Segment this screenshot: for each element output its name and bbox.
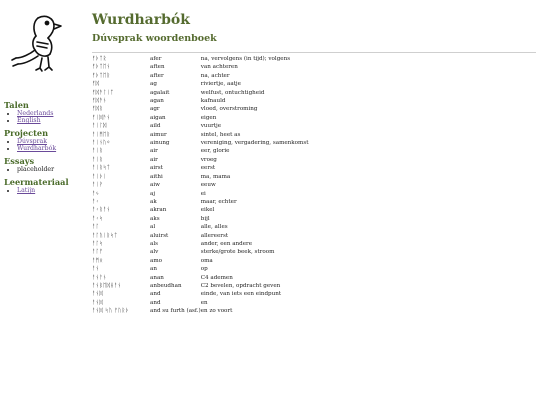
table-row bbox=[92, 190, 501, 198]
word-cell: al bbox=[150, 224, 156, 231]
table-row bbox=[92, 257, 501, 265]
table-row bbox=[92, 215, 501, 223]
sidebar-nav bbox=[4, 96, 88, 194]
word-cell: aigan bbox=[150, 114, 166, 121]
table-row bbox=[92, 307, 501, 315]
word-cell: anan bbox=[150, 274, 164, 281]
link-wurdharbok[interactable]: Wurdharbók bbox=[17, 145, 57, 152]
table-row bbox=[92, 173, 501, 181]
word-cell: after bbox=[150, 72, 164, 79]
table-row bbox=[92, 122, 501, 130]
meaning-cell: vloed, overstroming bbox=[200, 106, 258, 113]
divider bbox=[92, 52, 536, 53]
sidebar-item-latijn bbox=[17, 187, 88, 194]
script-cell: ᚠᛞᚱ bbox=[92, 106, 103, 113]
word-cell: akran bbox=[150, 207, 167, 214]
script-cell: ᚠᚦᛏᚱ bbox=[92, 56, 107, 62]
script-cell: ᚠᛞᚫᚾ bbox=[92, 98, 107, 105]
word-cell: airst bbox=[150, 165, 163, 172]
pigeon-logo bbox=[8, 12, 72, 76]
meaning-cell: welfust, ontuchtigheid bbox=[200, 89, 265, 96]
meaning-cell: ander, een andere bbox=[200, 240, 253, 247]
sidebar-item-english bbox=[17, 117, 88, 124]
script-cell: ᚨᚲᚱᚨᚾ bbox=[92, 207, 111, 214]
script-cell: ᚠᚦᛏᛖᚱ bbox=[92, 72, 111, 79]
meaning-cell: riviertje, aatje bbox=[200, 81, 241, 88]
meaning-cell: kafnauld bbox=[200, 98, 226, 105]
word-cell: anbeudhan bbox=[150, 282, 182, 289]
sidebar-list-essays bbox=[4, 166, 88, 173]
script-cell: ᚨᛁᚱ bbox=[92, 156, 103, 163]
word-cell: aithi bbox=[150, 173, 163, 180]
placeholder-text: placeholder bbox=[17, 166, 55, 173]
table-row bbox=[92, 181, 501, 189]
table-row bbox=[92, 274, 501, 282]
sidebar-heading-projecten: Projecten bbox=[4, 128, 49, 138]
meaning-cell: eigen bbox=[200, 114, 217, 121]
table-row bbox=[92, 147, 501, 155]
script-cell: ᚨᛚᛋ bbox=[92, 240, 103, 247]
meaning-cell: eikel bbox=[200, 207, 215, 214]
table-row bbox=[92, 198, 501, 206]
word-cell: ainung bbox=[150, 140, 170, 147]
meaning-cell: sintel, heet as bbox=[200, 131, 241, 138]
word-cell: an bbox=[150, 266, 157, 273]
word-cell: and bbox=[150, 299, 161, 306]
script-cell: ᚨᛁᚹ bbox=[92, 182, 103, 189]
table-row bbox=[92, 164, 501, 172]
script-cell: ᚨᛁᛚᛞ bbox=[92, 123, 107, 130]
word-cell: and bbox=[150, 291, 161, 298]
meaning-cell: na, vervolgens (in tijd); volgens bbox=[200, 56, 291, 62]
word-cell: aimur bbox=[150, 131, 167, 138]
word-cell: aks bbox=[150, 215, 160, 222]
script-cell: ᚨᚾᛞ bbox=[92, 291, 103, 298]
word-cell: air bbox=[150, 148, 158, 155]
sidebar-heading-leermateriaal: Leermateriaal bbox=[4, 177, 69, 187]
table-row bbox=[92, 223, 501, 231]
meaning-cell: van achteren bbox=[200, 64, 238, 71]
script-cell: ᚨᚾᛒᛖᛞᚺᚨᚾ bbox=[92, 282, 122, 289]
link-nederlands[interactable]: Nederlands bbox=[17, 110, 54, 117]
meaning-cell: C4 ademen bbox=[200, 274, 233, 281]
script-cell: ᚨᚾᛞ bbox=[92, 299, 103, 306]
sidebar-item-duvsprak bbox=[17, 138, 88, 145]
meaning-cell: vroeg bbox=[200, 156, 217, 163]
word-cell: aften bbox=[150, 64, 165, 71]
script-cell: ᚠᛞᚫᛚᛁᛏ bbox=[92, 89, 114, 96]
meaning-cell: eerst bbox=[200, 165, 216, 172]
word-cell: afer bbox=[150, 56, 162, 62]
word-cell: aluirst bbox=[150, 232, 169, 239]
table-row bbox=[92, 80, 501, 88]
script-cell: ᚨᛚᚠ bbox=[92, 249, 103, 256]
table-row bbox=[92, 299, 501, 307]
script-cell: ᚨᚲᛋ bbox=[92, 215, 103, 222]
meaning-cell: allereerst bbox=[200, 232, 229, 239]
word-cell: aiw bbox=[150, 182, 160, 189]
word-cell: ag bbox=[150, 81, 157, 88]
script-cell: ᚠᚦᛏᛖᚾ bbox=[92, 64, 111, 71]
meaning-cell: ei bbox=[200, 190, 206, 197]
sidebar-item-placeholder bbox=[17, 166, 88, 173]
meaning-cell: vuurtje bbox=[200, 123, 222, 130]
script-cell: ᚨᚲ bbox=[92, 198, 100, 205]
word-cell: ak bbox=[150, 198, 157, 205]
dictionary-table bbox=[92, 55, 501, 316]
table-row bbox=[92, 105, 501, 113]
script-cell: ᚨᛁᚱ bbox=[92, 148, 103, 155]
table-row bbox=[92, 290, 501, 298]
word-cell: agan bbox=[150, 98, 164, 105]
script-cell: ᚠᛁᛞᚫᚾ bbox=[92, 114, 111, 121]
script-cell: ᚠᛞ bbox=[92, 81, 100, 88]
script-cell: ᚨᛁᚱᛋᛏ bbox=[92, 165, 111, 172]
meaning-cell: bijl bbox=[200, 215, 210, 222]
table-row bbox=[92, 131, 501, 139]
sidebar-heading-essays: Essays bbox=[4, 156, 35, 166]
script-cell: ᚨᛚᚢᛁᚱᛋᛏ bbox=[92, 232, 118, 239]
main-content bbox=[92, 10, 536, 316]
page-title: Wurdharbók bbox=[92, 12, 190, 28]
meaning-cell: alle, alles bbox=[200, 224, 228, 231]
table-row bbox=[92, 114, 501, 122]
meaning-cell: eer, glorie bbox=[200, 148, 230, 155]
page-subtitle: Dúvsprak woordenboek bbox=[92, 33, 217, 44]
script-cell: ᚨᛃ bbox=[92, 190, 100, 197]
word-cell: agalait bbox=[150, 89, 170, 96]
meaning-cell: einde, van iets een eindpunt bbox=[200, 291, 282, 298]
script-cell: ᚨᚾ bbox=[92, 266, 100, 273]
script-cell: ᚨᛚ bbox=[92, 224, 100, 231]
meaning-cell: maar, echter bbox=[200, 198, 237, 205]
sidebar-list-projecten bbox=[4, 138, 88, 152]
table-row bbox=[92, 232, 501, 240]
meaning-cell: na, achter bbox=[200, 72, 230, 79]
meaning-cell: eeuw bbox=[200, 182, 216, 189]
table-row bbox=[92, 72, 501, 80]
table-row bbox=[92, 248, 501, 256]
link-duvsprak[interactable]: Dúvsprak bbox=[17, 138, 47, 145]
script-cell: ᚨᛁᚦᛁ bbox=[92, 173, 107, 180]
sidebar-list-talen bbox=[4, 110, 88, 124]
link-english[interactable]: English bbox=[17, 117, 41, 124]
sidebar-heading-talen: Talen bbox=[4, 100, 29, 110]
table-row bbox=[92, 156, 501, 164]
table-row bbox=[92, 139, 501, 147]
table-row bbox=[92, 240, 501, 248]
sidebar-item-nederlands bbox=[17, 110, 88, 117]
script-cell: ᚨᛁᚾᚢᛜ bbox=[92, 140, 111, 147]
table-row bbox=[92, 63, 501, 71]
word-cell: aj bbox=[150, 190, 156, 197]
meaning-cell: en bbox=[200, 299, 208, 306]
table-row bbox=[92, 97, 501, 105]
table-row bbox=[92, 89, 501, 97]
word-cell: als bbox=[150, 240, 158, 247]
script-cell: ᚨᛗᛟ bbox=[92, 257, 103, 264]
meaning-cell: ma, mama bbox=[200, 173, 231, 180]
word-cell: alv bbox=[150, 249, 159, 256]
sidebar-list-leermateriaal bbox=[4, 187, 88, 194]
table-row bbox=[92, 265, 501, 273]
word-cell: amo bbox=[150, 257, 163, 264]
meaning-cell: vereniging, vergadering, samenkomst bbox=[200, 140, 309, 147]
meaning-cell: sterke/grote beek, stroom bbox=[200, 249, 275, 256]
sidebar-item-wurdharbok bbox=[17, 145, 88, 152]
script-cell: ᚨᛁᛗᛖᚱ bbox=[92, 131, 111, 138]
script-cell: ᚨᚾᚨᚾ bbox=[92, 274, 107, 281]
word-cell: aild bbox=[150, 123, 161, 130]
meaning-cell: oma bbox=[200, 257, 213, 264]
table-row bbox=[92, 206, 501, 214]
table-row bbox=[92, 55, 501, 63]
word-cell: and su furth (asf.) bbox=[150, 308, 201, 315]
meaning-cell: C2 bevelen, opdracht geven bbox=[200, 282, 281, 289]
meaning-cell: op bbox=[200, 266, 208, 273]
link-latijn[interactable]: Latijn bbox=[17, 187, 36, 194]
word-cell: agr bbox=[150, 106, 160, 113]
script-cell: ᚨᚾᛞ ᛋᚢ ᚠᚢᚱᚦ bbox=[92, 308, 130, 315]
word-cell: air bbox=[150, 156, 158, 163]
table-row bbox=[92, 282, 501, 290]
meaning-cell: en zo voort bbox=[200, 308, 233, 315]
dictionary-body bbox=[92, 55, 501, 316]
